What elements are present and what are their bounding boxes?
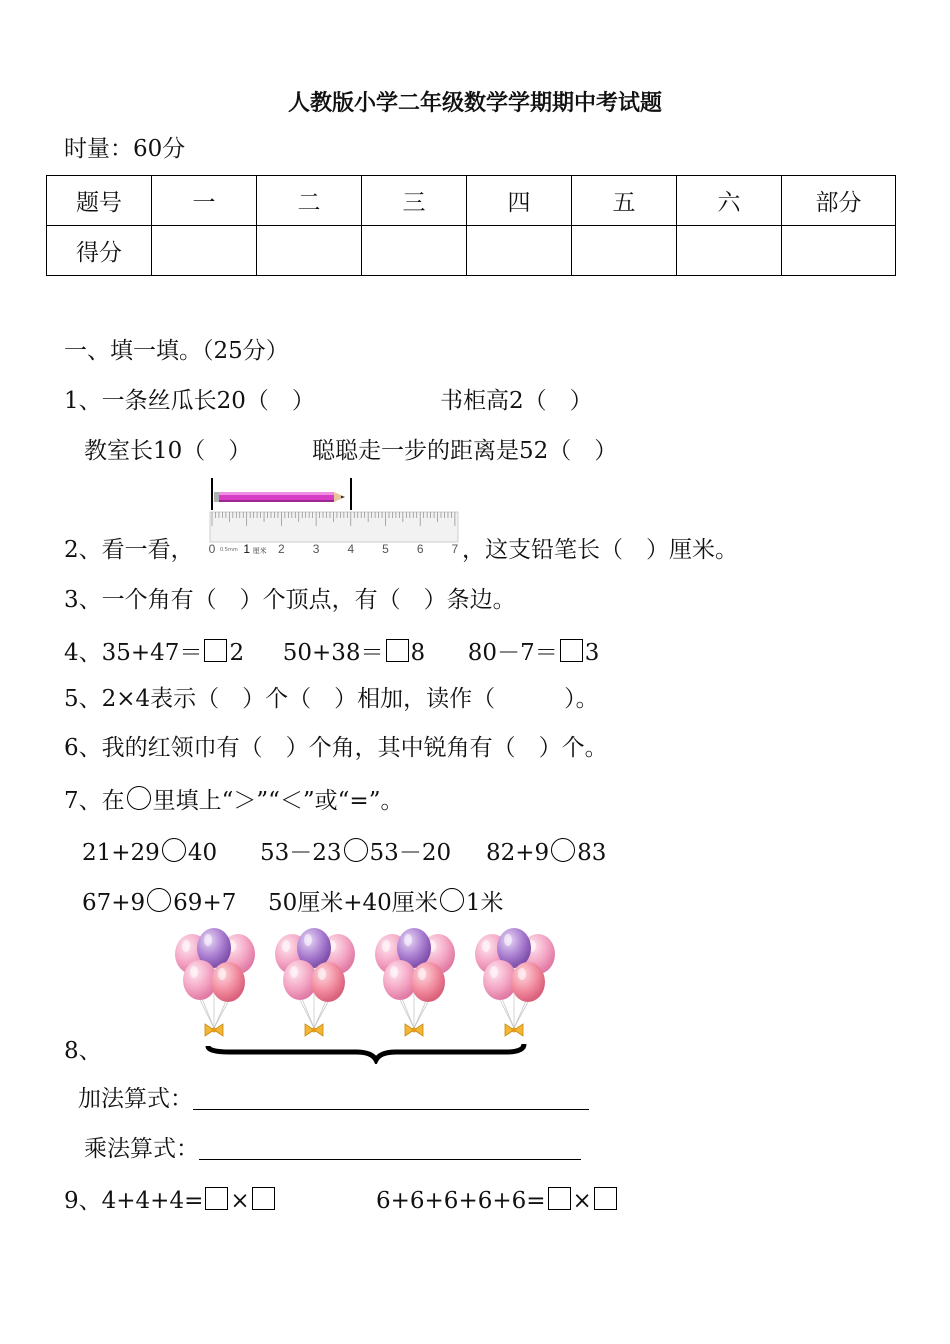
- section-heading: 一、填一填。（25分）: [64, 338, 289, 364]
- q7-item-2: [260, 838, 451, 868]
- q7-item-left: 67+9: [82, 890, 146, 916]
- score-table-score-row: [47, 226, 896, 276]
- score-cell-4[interactable]: [467, 226, 572, 276]
- score-table-header-row: [47, 176, 896, 226]
- q2-suffix: ，这支铅笔长（ ）厘米。: [462, 537, 738, 563]
- ruler-number: 6: [416, 542, 424, 556]
- bow-knot: [512, 1028, 517, 1033]
- q5-text: 5、2×4表示（ ）个（ ）相加，读作（ ）。: [64, 686, 599, 712]
- score-table-header-label: 题号: [47, 176, 152, 226]
- q8-addition-row: [78, 1084, 589, 1114]
- balloons-figure: [160, 924, 580, 1064]
- balloon-highlight: [304, 934, 312, 946]
- multiplication-answer-line[interactable]: [199, 1139, 581, 1160]
- compare-circle[interactable]: [440, 888, 464, 912]
- q7-item-1: [82, 838, 217, 868]
- q6-text: 6、我的红领巾有（ ）个角，其中锐角有（ ）个。: [64, 735, 608, 761]
- q2-prefix: 2、看一看，: [64, 537, 194, 563]
- score-table-col-6: 六: [677, 176, 782, 226]
- balloon-string: [500, 1000, 514, 1028]
- balloon-highlight: [404, 934, 412, 946]
- q4-row: [64, 638, 599, 668]
- q7-prefix: 7、在: [64, 788, 125, 814]
- balloon-icon: [411, 962, 445, 1002]
- q9-left: [64, 1186, 277, 1216]
- balloon-highlight: [518, 968, 526, 980]
- score-cell-6[interactable]: [677, 226, 782, 276]
- score-cell-5[interactable]: [572, 226, 677, 276]
- q1-item-d: 聪聪走一步的距离是52（ ）: [312, 438, 618, 464]
- q7-item-right: 83: [577, 840, 607, 866]
- page-title: 人教版小学二年级数学学期期中考试题: [287, 91, 662, 116]
- balloon-string: [200, 1000, 214, 1028]
- score-table-col-1: 一: [152, 176, 257, 226]
- q4-eq1-right: 2: [229, 640, 245, 666]
- balloon-highlight: [418, 968, 426, 980]
- q7-item-left: 82+9: [486, 840, 550, 866]
- balloon-bunch-icon: [175, 928, 255, 1036]
- q7-item-left: 53－23: [260, 840, 342, 866]
- balloon-string: [214, 1002, 228, 1028]
- answer-box[interactable]: [252, 1187, 275, 1210]
- bow-knot: [412, 1028, 417, 1033]
- pencil-icon: [214, 492, 345, 502]
- balloon-highlight: [218, 968, 226, 980]
- ruler-number: 1: [243, 542, 251, 556]
- balloon-icon: [211, 962, 245, 1002]
- bow-knot: [312, 1028, 317, 1033]
- balloon-icon: [311, 962, 345, 1002]
- balloon-highlight: [282, 940, 290, 952]
- score-cell-1[interactable]: [152, 226, 257, 276]
- q9-left-expr: 9、4+4+4=: [64, 1188, 204, 1214]
- compare-circle[interactable]: [344, 838, 368, 862]
- balloon-string: [400, 1000, 414, 1028]
- addition-answer-line[interactable]: [193, 1089, 589, 1110]
- balloon-string: [514, 1002, 528, 1028]
- ruler-number: 2: [278, 542, 285, 556]
- q7-item-right: 53－20: [369, 840, 452, 866]
- score-table-col-4: 四: [467, 176, 572, 226]
- times-sign: ×: [572, 1188, 592, 1214]
- balloon-highlight: [482, 940, 490, 952]
- q7-item-4: [82, 888, 236, 918]
- balloon-string: [414, 1002, 428, 1028]
- balloon-highlight: [318, 968, 326, 980]
- bow-knot: [212, 1028, 217, 1033]
- balloon-highlight: [290, 966, 298, 978]
- pencil-ruler-figure: [205, 474, 460, 560]
- q7-item-right: 40: [187, 840, 218, 866]
- time-limit: 时量：60分: [64, 136, 186, 162]
- balloon-highlight: [382, 940, 390, 952]
- q4-eq1-left: 4、35+47＝: [64, 640, 203, 666]
- answer-box[interactable]: [204, 639, 227, 662]
- score-cell-7[interactable]: [782, 226, 896, 276]
- q8-multiplication-row: [84, 1134, 581, 1164]
- q4-eq3-right: 3: [584, 640, 600, 666]
- score-table: [46, 175, 896, 276]
- answer-box[interactable]: [205, 1187, 228, 1210]
- q7-item-left: 21+29: [82, 840, 160, 866]
- q7-item-3: [486, 838, 606, 868]
- balloon-highlight: [204, 934, 212, 946]
- score-cell-2[interactable]: [257, 226, 362, 276]
- balloon-highlight: [490, 966, 498, 978]
- score-table-col-7: 部分: [782, 176, 896, 226]
- ruler-unit-label: 厘米: [252, 547, 267, 555]
- q7-item-left: 50厘米+40厘米: [268, 890, 438, 916]
- answer-box[interactable]: [386, 639, 409, 662]
- answer-box[interactable]: [548, 1187, 571, 1210]
- answer-box[interactable]: [594, 1187, 617, 1210]
- ruler-number: 5: [382, 542, 389, 556]
- compare-circle[interactable]: [162, 838, 186, 862]
- balloon-highlight: [182, 940, 190, 952]
- q9-right: [376, 1186, 619, 1216]
- score-table-col-3: 三: [362, 176, 467, 226]
- balloon-highlight: [190, 966, 198, 978]
- answer-box[interactable]: [560, 639, 583, 662]
- q3-text: 3、一个角有（ ）个顶点，有（ ）条边。: [64, 587, 516, 613]
- q1-item-a: 1、一条丝瓜长20（ ）: [64, 388, 315, 414]
- q8-addition-label: 加法算式：: [78, 1086, 193, 1112]
- q7-item-5: [268, 888, 503, 918]
- balloon-icon: [511, 962, 545, 1002]
- q7-item-right: 1米: [465, 890, 504, 916]
- q7-suffix: 里填上“＞”“＜”或“=”。: [152, 788, 404, 814]
- balloon-string: [314, 1002, 328, 1028]
- q4-eq2-right: 8: [410, 640, 426, 666]
- q4-eq2-left: 50+38＝: [282, 640, 384, 666]
- q7-instruction: [64, 786, 403, 816]
- score-cell-3[interactable]: [362, 226, 467, 276]
- score-table-row-label: 得分: [47, 226, 152, 276]
- balloon-bunch-icon: [475, 928, 555, 1036]
- ruler-mm-label: 0.5mm: [220, 547, 238, 553]
- q1-item-b: 书柜高2（ ）: [440, 388, 593, 414]
- balloon-bunch-icon: [275, 928, 355, 1036]
- ruler-number: 4: [347, 542, 355, 556]
- ruler-number: 3: [312, 542, 320, 556]
- balloon-bunch-icon: [375, 928, 455, 1036]
- ruler-number: 0: [208, 542, 216, 556]
- balloon-highlight: [504, 934, 512, 946]
- q8-multiplication-label: 乘法算式：: [84, 1136, 199, 1162]
- q8-label: 8、: [64, 1038, 102, 1064]
- q1-item-c: 教室长10（ ）: [84, 438, 252, 464]
- times-sign: ×: [230, 1188, 250, 1214]
- compare-circle[interactable]: [551, 838, 575, 862]
- ruler-icon: [210, 512, 458, 542]
- q7-item-right: 69+7: [173, 890, 237, 916]
- balloon-highlight: [390, 966, 398, 978]
- q4-eq3-left: 80－7＝: [467, 640, 558, 666]
- compare-circle[interactable]: [147, 888, 171, 912]
- score-table-col-5: 五: [572, 176, 677, 226]
- q9-right-expr: 6+6+6+6+6=: [376, 1188, 546, 1214]
- score-table-col-2: 二: [257, 176, 362, 226]
- curly-brace-icon: [208, 1044, 524, 1060]
- balloon-string: [300, 1000, 314, 1028]
- compare-circle-icon: [127, 786, 151, 810]
- ruler-number: 7: [451, 542, 459, 556]
